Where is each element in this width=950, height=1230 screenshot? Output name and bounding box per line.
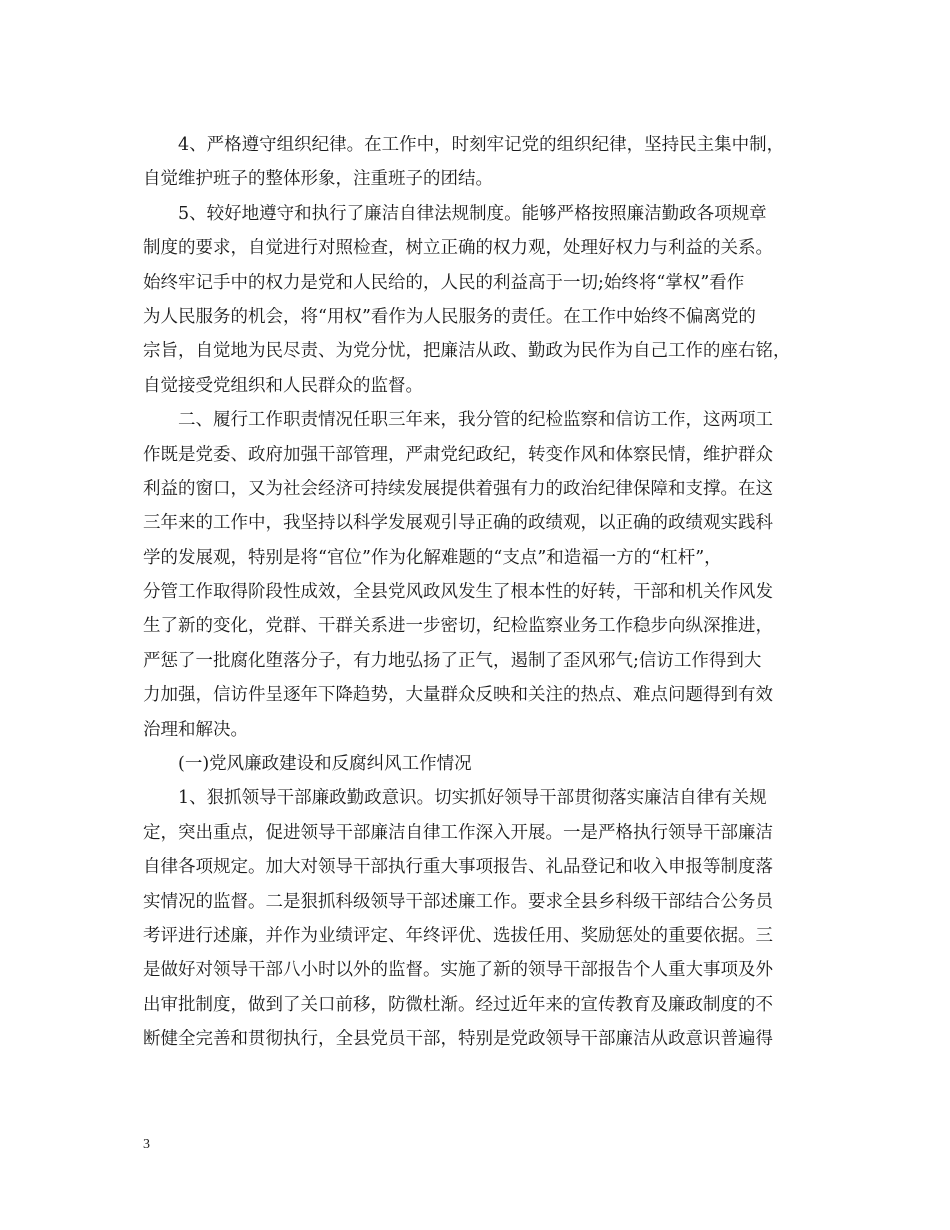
text-line: 利益的窗口，又为社会经济可持续发展提供着强有力的政治纪律保障和支撑。在这: [143, 478, 773, 499]
text-line: 治理和解决。: [143, 719, 248, 740]
text-line: 自觉维护班子的整体形象，注重班子的团结。: [143, 169, 493, 190]
text-line: 是做好对领导干部八小时以外的监督。实施了新的领导干部报告个人重大事项及外: [143, 960, 773, 981]
text-line: 为人民服务的机会，将“用权”看作为人民服务的责任。在工作中始终不偏离党的: [143, 306, 756, 327]
text-line: 考评进行述廉，并作为业绩评定、年终评优、选拔任用、奖励惩处的重要依据。三: [143, 925, 773, 946]
text-line: 定，突出重点，促进领导干部廉洁自律工作深入开展。一是严格执行领导干部廉洁: [143, 822, 773, 843]
text-line: 实情况的监督。二是狠抓科级领导干部述廉工作。要求全县乡科级干部结合公务员: [143, 891, 773, 912]
text-line: 三年来的工作中，我坚持以科学发展观引导正确的政绩观，以正确的政绩观实践科: [143, 513, 773, 534]
text-line: 生了新的变化，党群、干群关系进一步密切，纪检监察业务工作稳步向纵深推进，: [143, 616, 773, 637]
text-line: (一)党风廉政建设和反腐纠风工作情况: [178, 754, 472, 775]
text-line: 作既是党委、政府加强干部管理，严肃党纪政纪，转变作风和体察民情，维护群众: [143, 444, 773, 465]
text-line: 1、狠抓领导干部廉政勤政意识。切实抓好领导干部贯彻落实廉洁自律有关规: [178, 788, 767, 809]
text-line: 4、严格遵守组织纪律。在工作中，时刻牢记党的组织纪律，坚持民主集中制，: [178, 135, 785, 155]
text-line: 自律各项规定。加大对领导干部执行重大事项报告、礼品登记和收入申报等制度落: [143, 857, 773, 878]
text-line: 自觉接受党组织和人民群众的监督。: [143, 375, 423, 396]
text-line: 断健全完善和贯彻执行，全县党员干部，特别是党政领导干部廉洁从政意识普遍得: [143, 1029, 773, 1050]
text-line: 出审批制度，做到了关口前移，防微杜渐。经过近年来的宣传教育及廉政制度的不: [143, 994, 773, 1015]
text-line: 严惩了一批腐化堕落分子，有力地弘扬了正气，遏制了歪风邪气;信访工作得到大: [143, 650, 762, 671]
page-number: 3: [143, 1137, 150, 1152]
text-line: 分管工作取得阶段性成效，全县党风政风发生了根本性的好转，干部和机关作风发: [143, 582, 773, 603]
text-line: 始终牢记手中的权力是党和人民给的，人民的利益高于一切;始终将“掌权”看作: [143, 272, 745, 293]
text-line: 宗旨，自觉地为民尽责、为党分忧，把廉洁从政、勤政为民作为自己工作的座右铭，: [143, 341, 791, 362]
text-line: 二、履行工作职责情况任职三年来，我分管的纪检监察和信访工作，这两项工: [178, 410, 773, 431]
text-line: 5、较好地遵守和执行了廉洁自律法规制度。能够严格按照廉洁勤政各项规章: [178, 203, 767, 224]
text-line: 学的发展观，特别是将“官位”作为化解难题的“支点”和造福一方的“杠杆”，: [143, 547, 722, 568]
text-line: 制度的要求，自觉进行对照检查，树立正确的权力观，处理好权力与利益的关系。: [143, 238, 773, 259]
document-body: [143, 128, 833, 1057]
text-line: 力加强，信访件呈逐年下降趋势，大量群众反映和关注的热点、难点问题得到有效: [143, 685, 773, 706]
